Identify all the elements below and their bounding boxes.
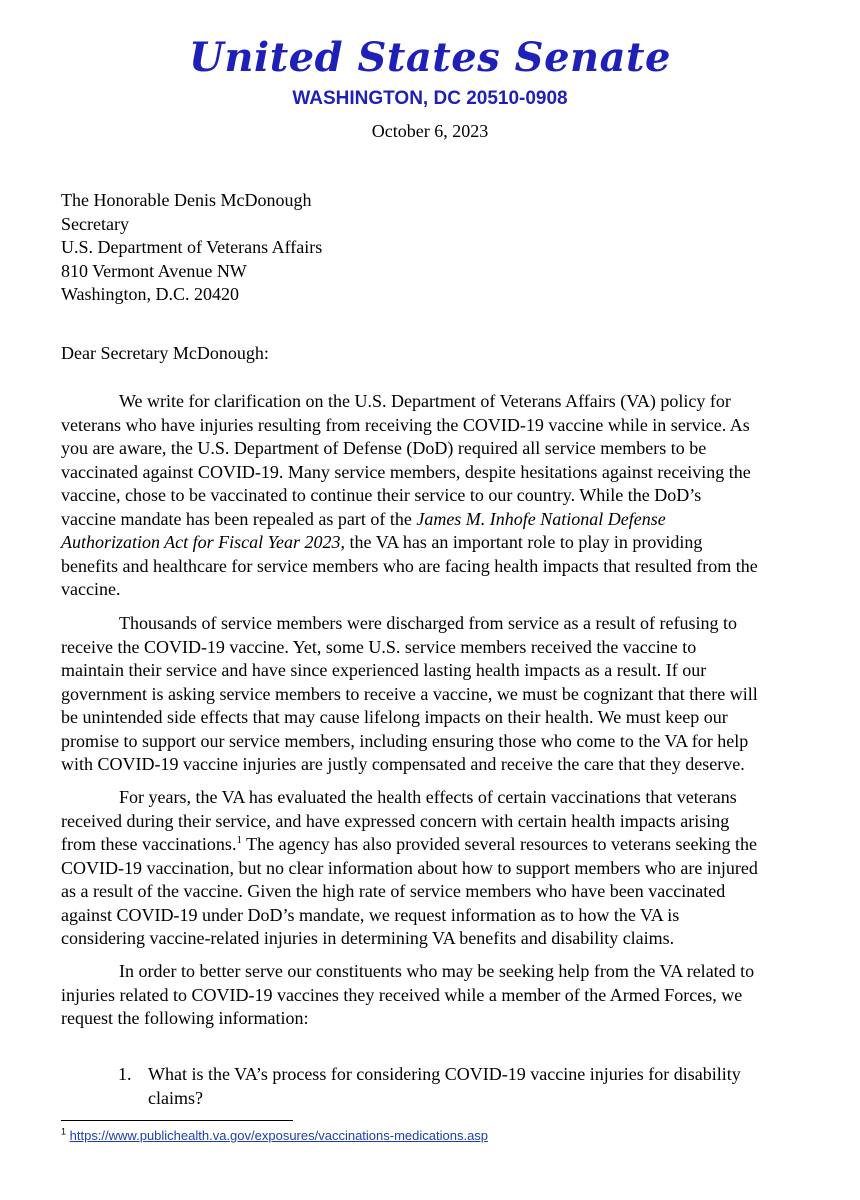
paragraph-line: injuries related to COVID-19 vaccines they received while a member of the Armed Forces, we xyxy=(61,984,743,1005)
paragraph-line: considering vaccine-related injuries in determining VA benefits and disability claims. xyxy=(61,928,675,948)
paragraph-line: benefits and healthcare for service members who are facing health impacts that resulted from the xyxy=(61,555,758,576)
paragraph-line: vaccine, chose to be vaccinated to continue their service to our country. While the DoD’s xyxy=(61,485,702,505)
recipient-department: U.S. Department of Veterans Affairs xyxy=(61,237,323,257)
paragraph-line: vaccine. xyxy=(61,579,121,599)
paragraph-line: We write for clarification on the U.S. Department of Veterans Affairs (VA) policy for xyxy=(119,391,731,411)
list-item-line: claims? xyxy=(148,1087,203,1108)
recipient-title: Secretary xyxy=(61,213,129,234)
list-item-line: What is the VA’s process for considering COVID-19 vaccine injuries for disability xyxy=(148,1064,741,1084)
paragraph-line: In order to better serve our constituents who may be seeking help from the VA related to xyxy=(119,961,755,981)
paragraph-line: as a result of the vaccine. Given the high rate of service members who have been vaccinated xyxy=(61,881,726,901)
act-title-italic: James M. Inhofe National Defense xyxy=(416,508,666,529)
letter-date: October 6, 2023 xyxy=(371,121,489,141)
paragraph-line: government is asking service members to receive a vaccine, we must be cognizant that there will xyxy=(61,683,758,704)
paragraph-text: , the VA has an important role to play in providing xyxy=(340,532,703,552)
footnote-reference[interactable]: 1 xyxy=(236,834,242,846)
letterhead-address: WASHINGTON, DC 20510-0908 xyxy=(292,88,568,109)
list-item-text xyxy=(148,1063,741,1110)
salutation: Dear Secretary McDonough: xyxy=(61,343,269,363)
act-title-italic: Authorization Act for Fiscal Year 2023 xyxy=(61,532,341,552)
paragraph-text: from these vaccinations. xyxy=(61,834,237,854)
letterhead-title: United States Senate xyxy=(189,34,671,81)
paragraph-line: maintain their service and have since experienced lasting health impacts as a result. If our xyxy=(61,660,707,680)
paragraph-line: veterans who have injuries resulting from receiving the COVID-19 vaccine while in service. As xyxy=(61,414,750,435)
paragraph-line: be unintended side effects that may cause lifelong impacts on their health. We must keep our xyxy=(61,707,728,727)
paragraph-line: receive the COVID-19 vaccine. Yet, some U.S. service members received the vaccine to xyxy=(61,636,697,657)
paragraph-3 xyxy=(61,786,801,951)
list-item-number: 1. xyxy=(118,1064,132,1084)
paragraph-line xyxy=(61,531,801,555)
footnote-link[interactable]: https://www.publichealth.va.gov/exposures/vaccinations-medications.asp xyxy=(69,1128,489,1143)
recipient-city: Washington, D.C. 20420 xyxy=(61,284,240,304)
paragraph-line: you are aware, the U.S. Department of Defense (DoD) required all service members to be xyxy=(61,438,707,458)
paragraph-line: For years, the VA has evaluated the health effects of certain vaccinations that veterans xyxy=(119,787,737,807)
paragraph-line xyxy=(61,508,801,532)
paragraph-4 xyxy=(61,960,801,1031)
paragraph-2 xyxy=(61,612,801,777)
paragraph-text: The agency has also provided several resources to veterans seeking the xyxy=(241,834,757,854)
paragraph-line: vaccinated against COVID-19. Many service members, despite hesitations against receiving the xyxy=(61,461,751,482)
recipient-address-block xyxy=(61,189,322,307)
paragraph-text: vaccine mandate has been repealed as part of the xyxy=(61,508,417,529)
recipient-street: 810 Vermont Avenue NW xyxy=(61,260,247,281)
paragraph-line: with COVID-19 vaccine injuries are justly compensated and receive the care that they deserve. xyxy=(61,754,745,774)
recipient-name: The Honorable Denis McDonough xyxy=(61,190,312,210)
footnote-divider xyxy=(61,1120,293,1121)
footnote-marker: 1 xyxy=(61,1126,67,1137)
paragraph-line: against COVID-19 under DoD’s mandate, we request information as to how the VA is xyxy=(61,904,680,925)
paragraph-line: promise to support our service members, including ensuring those who come to the VA for help xyxy=(61,730,749,751)
paragraph-line: Thousands of service members were discharged from service as a result of refusing to xyxy=(119,613,737,633)
paragraph-line: COVID-19 vaccination, but no clear information about how to support members who are injured xyxy=(61,857,758,878)
footnote xyxy=(61,1128,488,1144)
paragraph-line: request the following information: xyxy=(61,1008,309,1028)
paragraph-1 xyxy=(61,390,801,602)
paragraph-line xyxy=(61,833,801,857)
paragraph-line: received during their service, and have expressed concern with certain health impacts arising xyxy=(61,810,730,831)
